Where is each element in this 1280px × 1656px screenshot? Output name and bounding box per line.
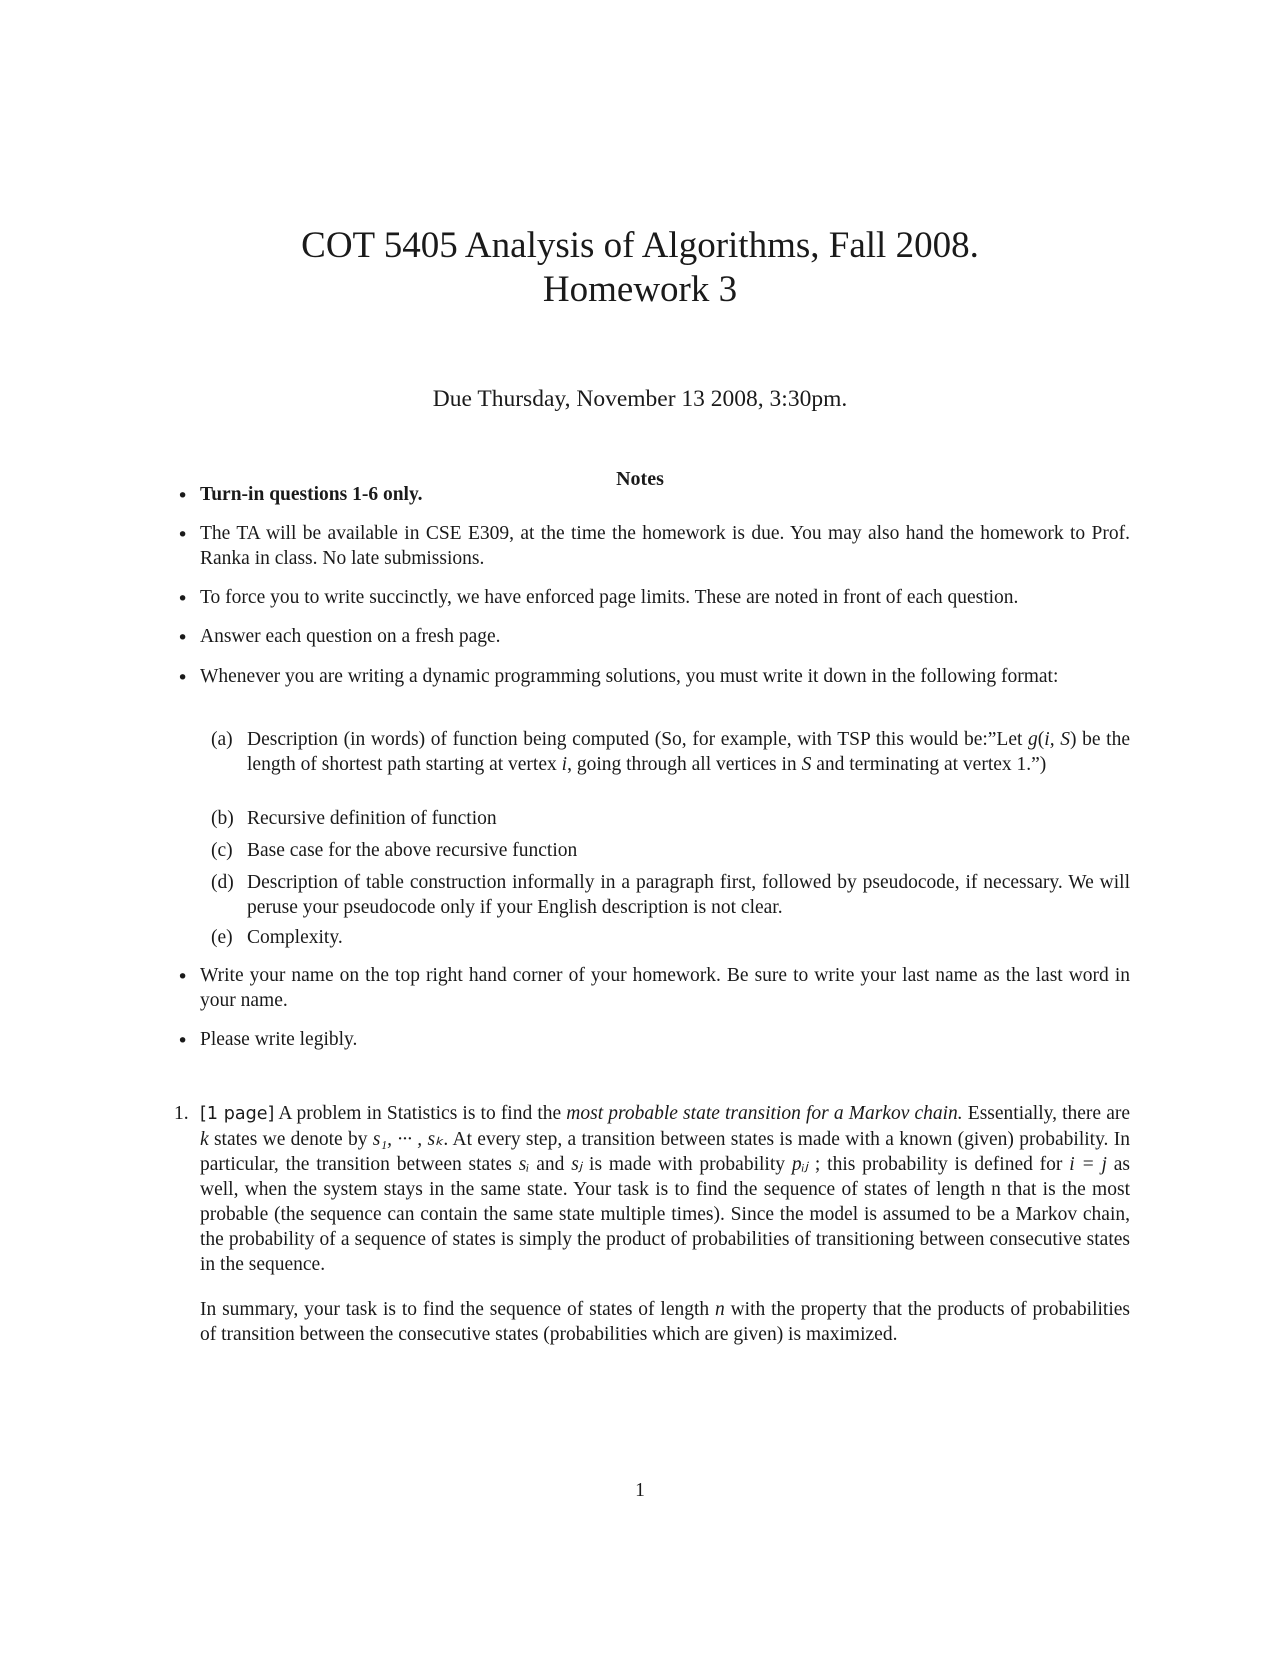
question-1-paragraph-2: In summary, your task is to find the sequence of states of length n with the property that the products of probabilities of transition between the consecutive states (probabilities which are given) is maximized. — [200, 1299, 1131, 1345]
notes-heading: Notes — [616, 468, 664, 490]
format-item-b: Recursive definition of function — [247, 808, 497, 829]
format-item-d: Description of table construction informally in a paragraph first, followed by pseudocode, if necessary. We will peruse your pseudocode only if your English description is not clear. — [247, 872, 1130, 918]
note-write-name: Write your name on the top right hand corner of your homework. Be sure to write your last name as the last word in your name. — [200, 965, 1130, 1011]
title-line-1: COT 5405 Analysis of Algorithms, Fall 2008. — [301, 225, 979, 266]
bullet-icon: • — [177, 588, 189, 610]
bullet-icon: • — [177, 966, 189, 988]
due-date: Due Thursday, November 13 2008, 3:30pm. — [432, 386, 848, 412]
page-number: 1 — [635, 1480, 645, 1501]
format-label-a: (a) — [211, 729, 233, 750]
note-legibly: Please write legibly. — [200, 1029, 358, 1050]
bullet-icon: • — [177, 485, 189, 507]
bullet-icon: • — [177, 524, 189, 546]
format-item-c: Base case for the above recursive function — [247, 840, 578, 861]
question-1-paragraph-1: [1 page] A problem in Statistics is to find the most probable state transition for a Markov chain. Essentially, there are k states we denote by s₁, ··· , sₖ. At every step, a transition between states is made with a known (given) probability. In particular, the transition between states sᵢ and sⱼ is made with probability pᵢⱼ ; this probability is defined for i = j as well, when the system stays in the same state. Your task is to find the sequence of states of length n that is the most probable (the sequence can contain the same state multiple times). Since the model is assumed to be a Markov chain, the probability of a sequence of states is simply the product of probabilities of transitioning between consecutive states in the sequence. — [200, 1103, 1130, 1275]
format-item-e: Complexity. — [247, 927, 343, 948]
format-label-d: (d) — [211, 872, 234, 893]
question-1-number: 1. — [174, 1103, 189, 1124]
note-dp-format: Whenever you are writing a dynamic programming solutions, you must write it down in the following format: — [200, 666, 1059, 687]
bullet-icon: • — [177, 667, 189, 689]
format-label-e: (e) — [211, 927, 233, 948]
bullet-icon: • — [177, 1030, 189, 1052]
format-label-b: (b) — [211, 808, 234, 829]
title-line-2: Homework 3 — [542, 269, 738, 310]
note-fresh-page: Answer each question on a fresh page. — [200, 626, 501, 647]
bullet-icon: • — [177, 627, 189, 649]
format-item-a: Description (in words) of function being computed (So, for example, with TSP this would be:”Let g(i, S) be the length of shortest path starting at vertex i, going through all vertices in S and terminating at vertex 1.”) — [247, 729, 1130, 775]
note-page-limits: To force you to write succinctly, we have enforced page limits. These are noted in front of each question. — [200, 587, 1019, 608]
note-ta: The TA will be available in CSE E309, at the time the homework is due. You may also hand the homework to Prof. Ranka in class. No late submissions. — [200, 523, 1130, 569]
note-turn-in: Turn-in questions 1-6 only. — [200, 484, 423, 505]
format-label-c: (c) — [211, 840, 233, 861]
